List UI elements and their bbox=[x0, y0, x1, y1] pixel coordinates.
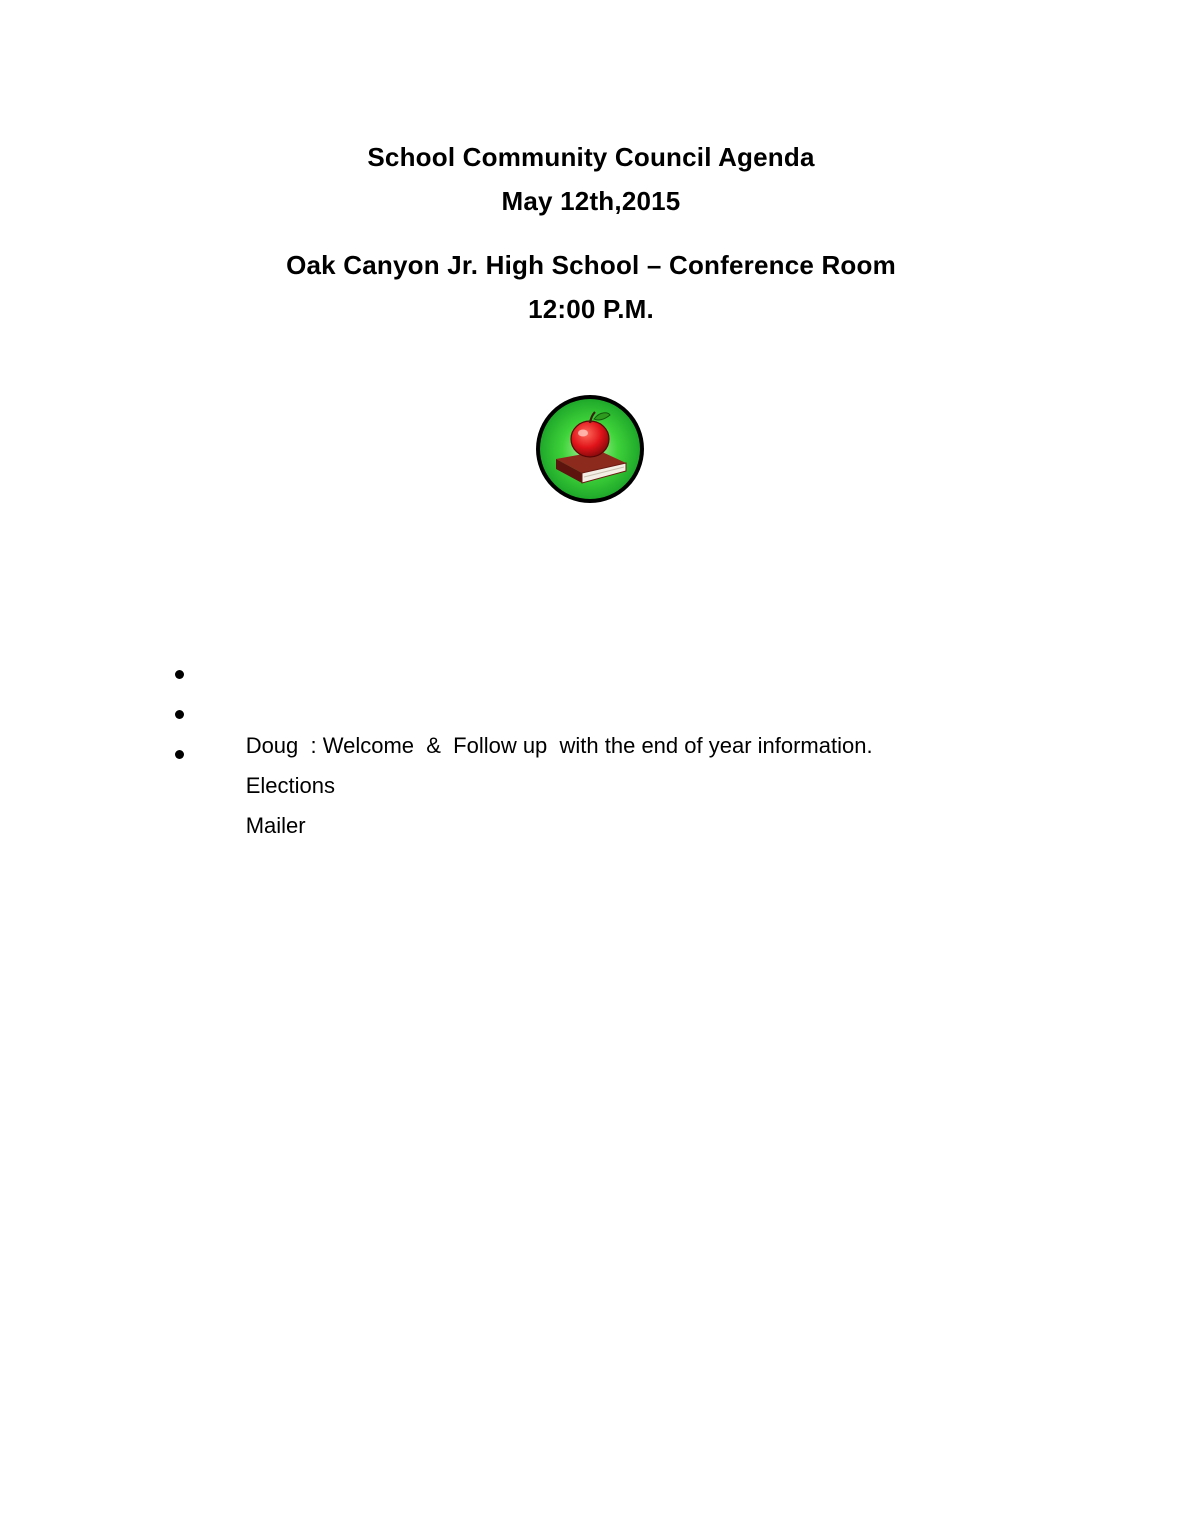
agenda-item bbox=[170, 656, 873, 758]
apple-on-book-icon bbox=[534, 393, 646, 505]
agenda-item-label: Mailer bbox=[245, 813, 306, 838]
agenda-item-label: Elections bbox=[245, 773, 335, 798]
bullet-icon bbox=[175, 710, 184, 719]
agenda-item-label: Doug : Welcome & Follow up with the end of year information. bbox=[245, 733, 873, 758]
agenda-list bbox=[170, 656, 873, 838]
bullet-icon bbox=[175, 670, 184, 679]
bullet-icon bbox=[175, 750, 184, 759]
agenda-title: School Community Council Agenda bbox=[367, 142, 815, 172]
meeting-location: Oak Canyon Jr. High School – Conference Room bbox=[286, 250, 896, 280]
meeting-time: 12:00 P.M. bbox=[528, 294, 654, 324]
meeting-date: May 12th,2015 bbox=[501, 186, 681, 216]
